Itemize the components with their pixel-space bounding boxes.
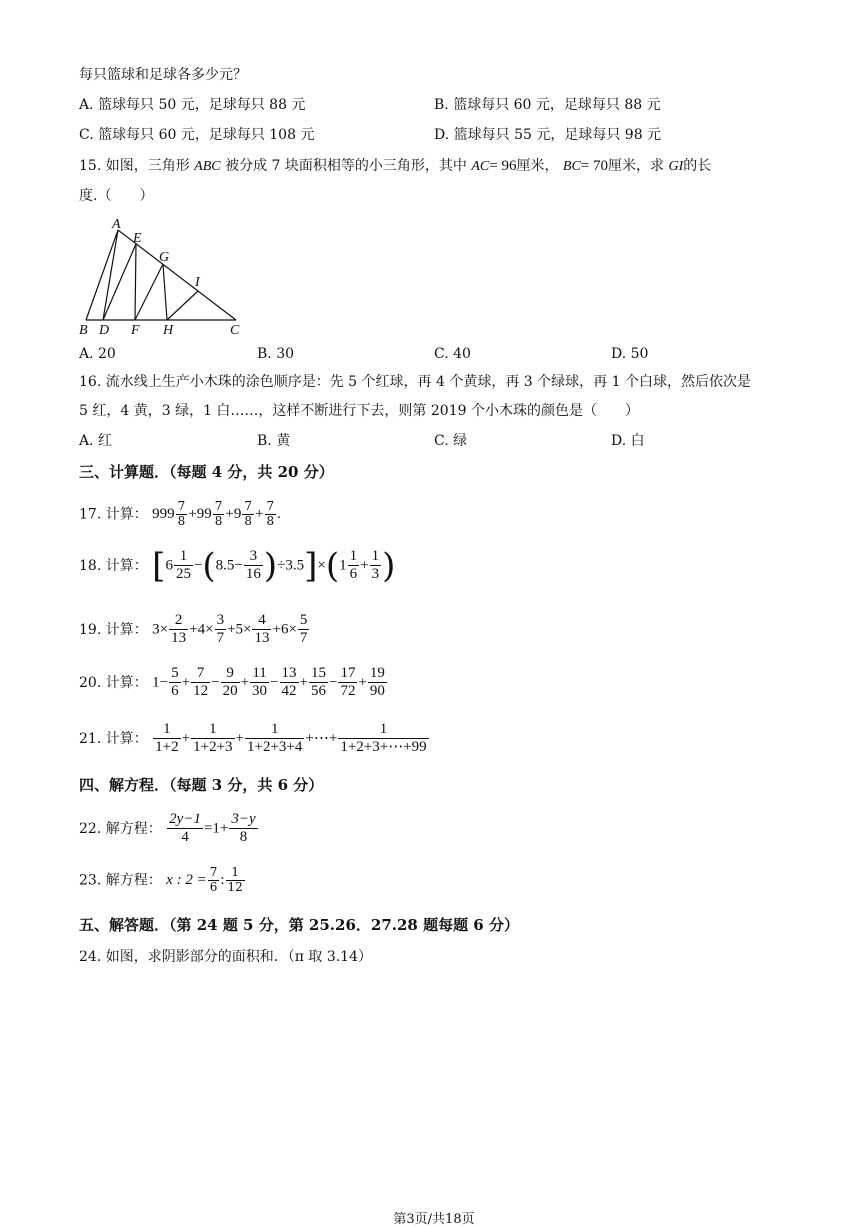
q15-stem-line1: 15. 如图，三角形 ABC 被分成 7 块面积相等的小三角形，其中 AC= 96厘米， BC= 70厘米，求 GI的长 xyxy=(79,158,712,174)
q15-stem-line2: 度.（ ） xyxy=(79,188,154,204)
label-h: H xyxy=(163,323,174,338)
q15-option-d: D. 50 xyxy=(611,346,649,362)
q24-stem: 24. 如图，求阴影部分的面积和．（π 取 3.14） xyxy=(79,949,372,965)
q14-option-a: A. 篮球每只 50 元，足球每只 88 元 xyxy=(79,97,306,113)
q15-option-a: A. 20 xyxy=(79,346,116,362)
q16-option-d: D. 白 xyxy=(611,433,645,449)
q16-stem-line2: 5 红，4 黄，3 绿，1 白……，这样不断进行下去，则第 2019 个小木珠的颜色是（ ） xyxy=(79,403,639,419)
q14-option-b: B. 篮球每只 60 元，足球每只 88 元 xyxy=(434,97,661,113)
q19-line: 19. 计算： 3× $\frac{2}{13}$ +4× $\frac{3}{7}$ +5× $\frac{4}{13}$ +6× $\frac{5}{7}$ xyxy=(79,612,308,647)
label-e: E xyxy=(133,231,142,246)
q18-line: 18. 计算： [6 $\frac{1}{25}$ −(8.5− $\frac{3}{16}$ )÷3.5]×(1 $\frac{1}{6}$ + $\frac{1}{3}$ ) xyxy=(79,545,396,586)
q16-option-a: A. 红 xyxy=(79,433,113,449)
label-b: B xyxy=(79,323,88,338)
q15-triangle-figure xyxy=(76,214,256,338)
q14-option-c: C. 篮球每只 60 元，足球每只 108 元 xyxy=(79,127,315,143)
q20-line: 20. 计算： 1− $\frac{5}{6}$ + $\frac{7}{12}$ − $\frac{9}{20}$ + $\frac{11}{30}$ − $\frac{13}{42}$ + $\frac{15}{56}$ − $\frac{17}{72}$ + $\frac{19}{90}$ xyxy=(79,665,385,700)
q14-stem-tail: 每只篮球和足球各多少元？ xyxy=(79,67,247,83)
q14-option-d: D. 篮球每只 55 元，足球每只 98 元 xyxy=(434,127,662,143)
q15-option-c: C. 40 xyxy=(434,346,471,362)
section-4-heading: 四、解方程．（每题 3 分，共 6 分） xyxy=(79,776,324,794)
q22-line: 22. 解方程： $\frac{2y-1}{4}$ =1+ $\frac{3-y}{8}$ xyxy=(79,811,256,846)
label-c: C xyxy=(230,323,240,338)
page-number: 第3页/共18页 xyxy=(393,1212,475,1227)
section-3-heading: 三、计算题．（每题 4 分，共 20 分） xyxy=(79,463,334,481)
label-a: A xyxy=(112,217,121,232)
q16-option-b: B. 黄 xyxy=(257,433,291,449)
q21-line: 21. 计算： $\frac{1}{1+2}$ + $\frac{1}{1+2+3}$ + $\frac{1}{1+2+3+4}$ +⋯+ $\frac{1}{1+2+3+\cdots+99}$ xyxy=(79,721,427,756)
q23-line: 23. 解方程： x : 2 = $\frac{7}{6}$ : $\frac{1}{12}$ xyxy=(79,865,243,894)
q17-line: 17. 计算： 999 $\frac{7}{8}$ +99 $\frac{7}{8}$ +9 $\frac{7}{8}$ + $\frac{7}{8}$ . xyxy=(79,499,281,528)
label-i: I xyxy=(195,275,200,290)
label-d: D xyxy=(99,323,110,338)
q15-option-b: B. 30 xyxy=(257,346,295,362)
label-g: G xyxy=(159,250,170,265)
q16-option-c: C. 绿 xyxy=(434,433,468,449)
q16-stem-line1: 16. 流水线上生产小木珠的涂色顺序是：先 5 个红球，再 4 个黄球，再 3 个绿球，再 1 个白球，然后依次是 xyxy=(79,374,751,390)
section-5-heading: 五、解答题．（第 24 题 5 分，第 25.26．27.28 题每题 6 分） xyxy=(79,916,519,934)
label-f: F xyxy=(131,323,140,338)
